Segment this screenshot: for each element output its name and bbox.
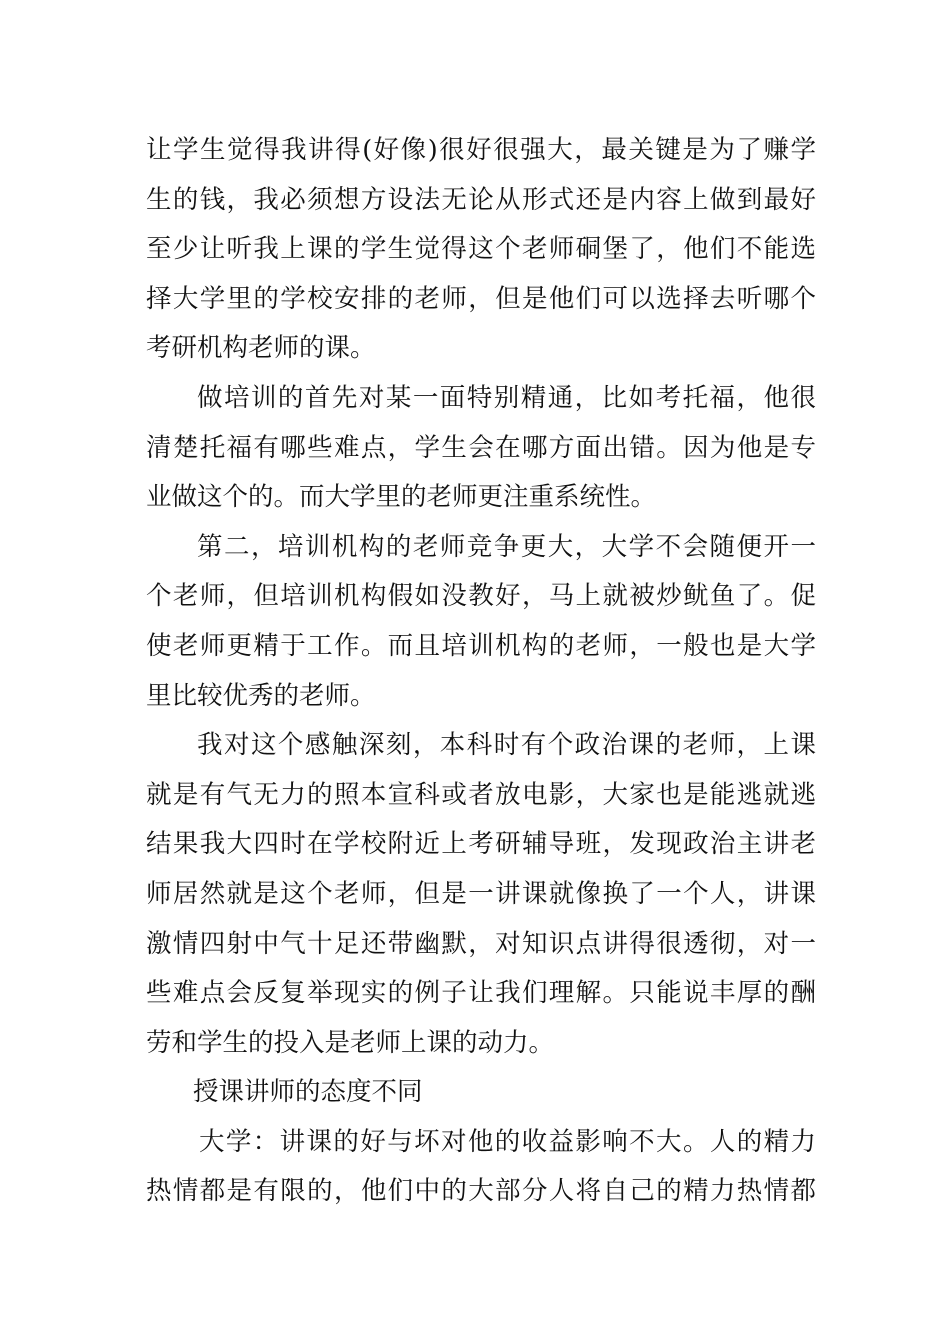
text-line: 使老师更精于工作。而且培训机构的老师，一般也是大学 (146, 630, 816, 661)
section-heading: 授课讲师的态度不同 (193, 1077, 423, 1108)
text-line: 至少让听我上课的学生觉得这个老师硐堡了，他们不能选 (146, 234, 816, 265)
paragraph-first-line: 第二，培训机构的老师竞争更大，大学不会随便开一 (197, 531, 816, 562)
body-text (146, 126, 816, 1217)
text-line: 让学生觉得我讲得(好像)很好很强大，最关键是为了赚学 (146, 135, 816, 165)
text-line: 清楚托福有哪些难点，学生会在哪方面出错。因为他是专 (146, 432, 816, 463)
text-line: 里比较优秀的老师。 (146, 680, 376, 711)
text-line: 考研机构老师的课。 (146, 333, 376, 364)
text-line: 生的钱，我必须想方设法无论从形式还是内容上做到最好 (146, 184, 816, 215)
text-line: 个老师，但培训机构假如没教好，马上就被炒鱿鱼了。促 (146, 581, 816, 612)
paragraph-first-line: 做培训的首先对某一面特别精通，比如考托福，他很 (197, 382, 816, 413)
text-line: 业做这个的。而大学里的老师更注重系统性。 (146, 482, 657, 513)
paragraph-first-line: 大学：讲课的好与坏对他的收益影响不大。人的精力 (199, 1126, 816, 1157)
text-line: 些难点会反复举现实的例子让我们理解。只能说丰厚的酬 (146, 978, 816, 1009)
text-line: 劳和学生的投入是老师上课的动力。 (146, 1027, 555, 1058)
text-line: 结果我大四时在学校附近上考研辅导班，发现政治主讲老 (146, 829, 816, 860)
text-line: 师居然就是这个老师，但是一讲课就像换了一个人，讲课 (146, 878, 816, 909)
text-line: 就是有气无力的照本宣科或者放电影，大家也是能逃就逃 (146, 779, 816, 810)
text-line: 择大学里的学校安排的老师，但是他们可以选择去听哪个 (146, 283, 816, 314)
text-line: 热情都是有限的，他们中的大部分人将自己的精力热情都 (146, 1176, 816, 1207)
text-line: 激情四射中气十足还带幽默，对知识点讲得很透彻，对一 (146, 928, 816, 959)
paragraph-first-line: 我对这个感触深刻，本科时有个政治课的老师，上课 (197, 730, 816, 761)
